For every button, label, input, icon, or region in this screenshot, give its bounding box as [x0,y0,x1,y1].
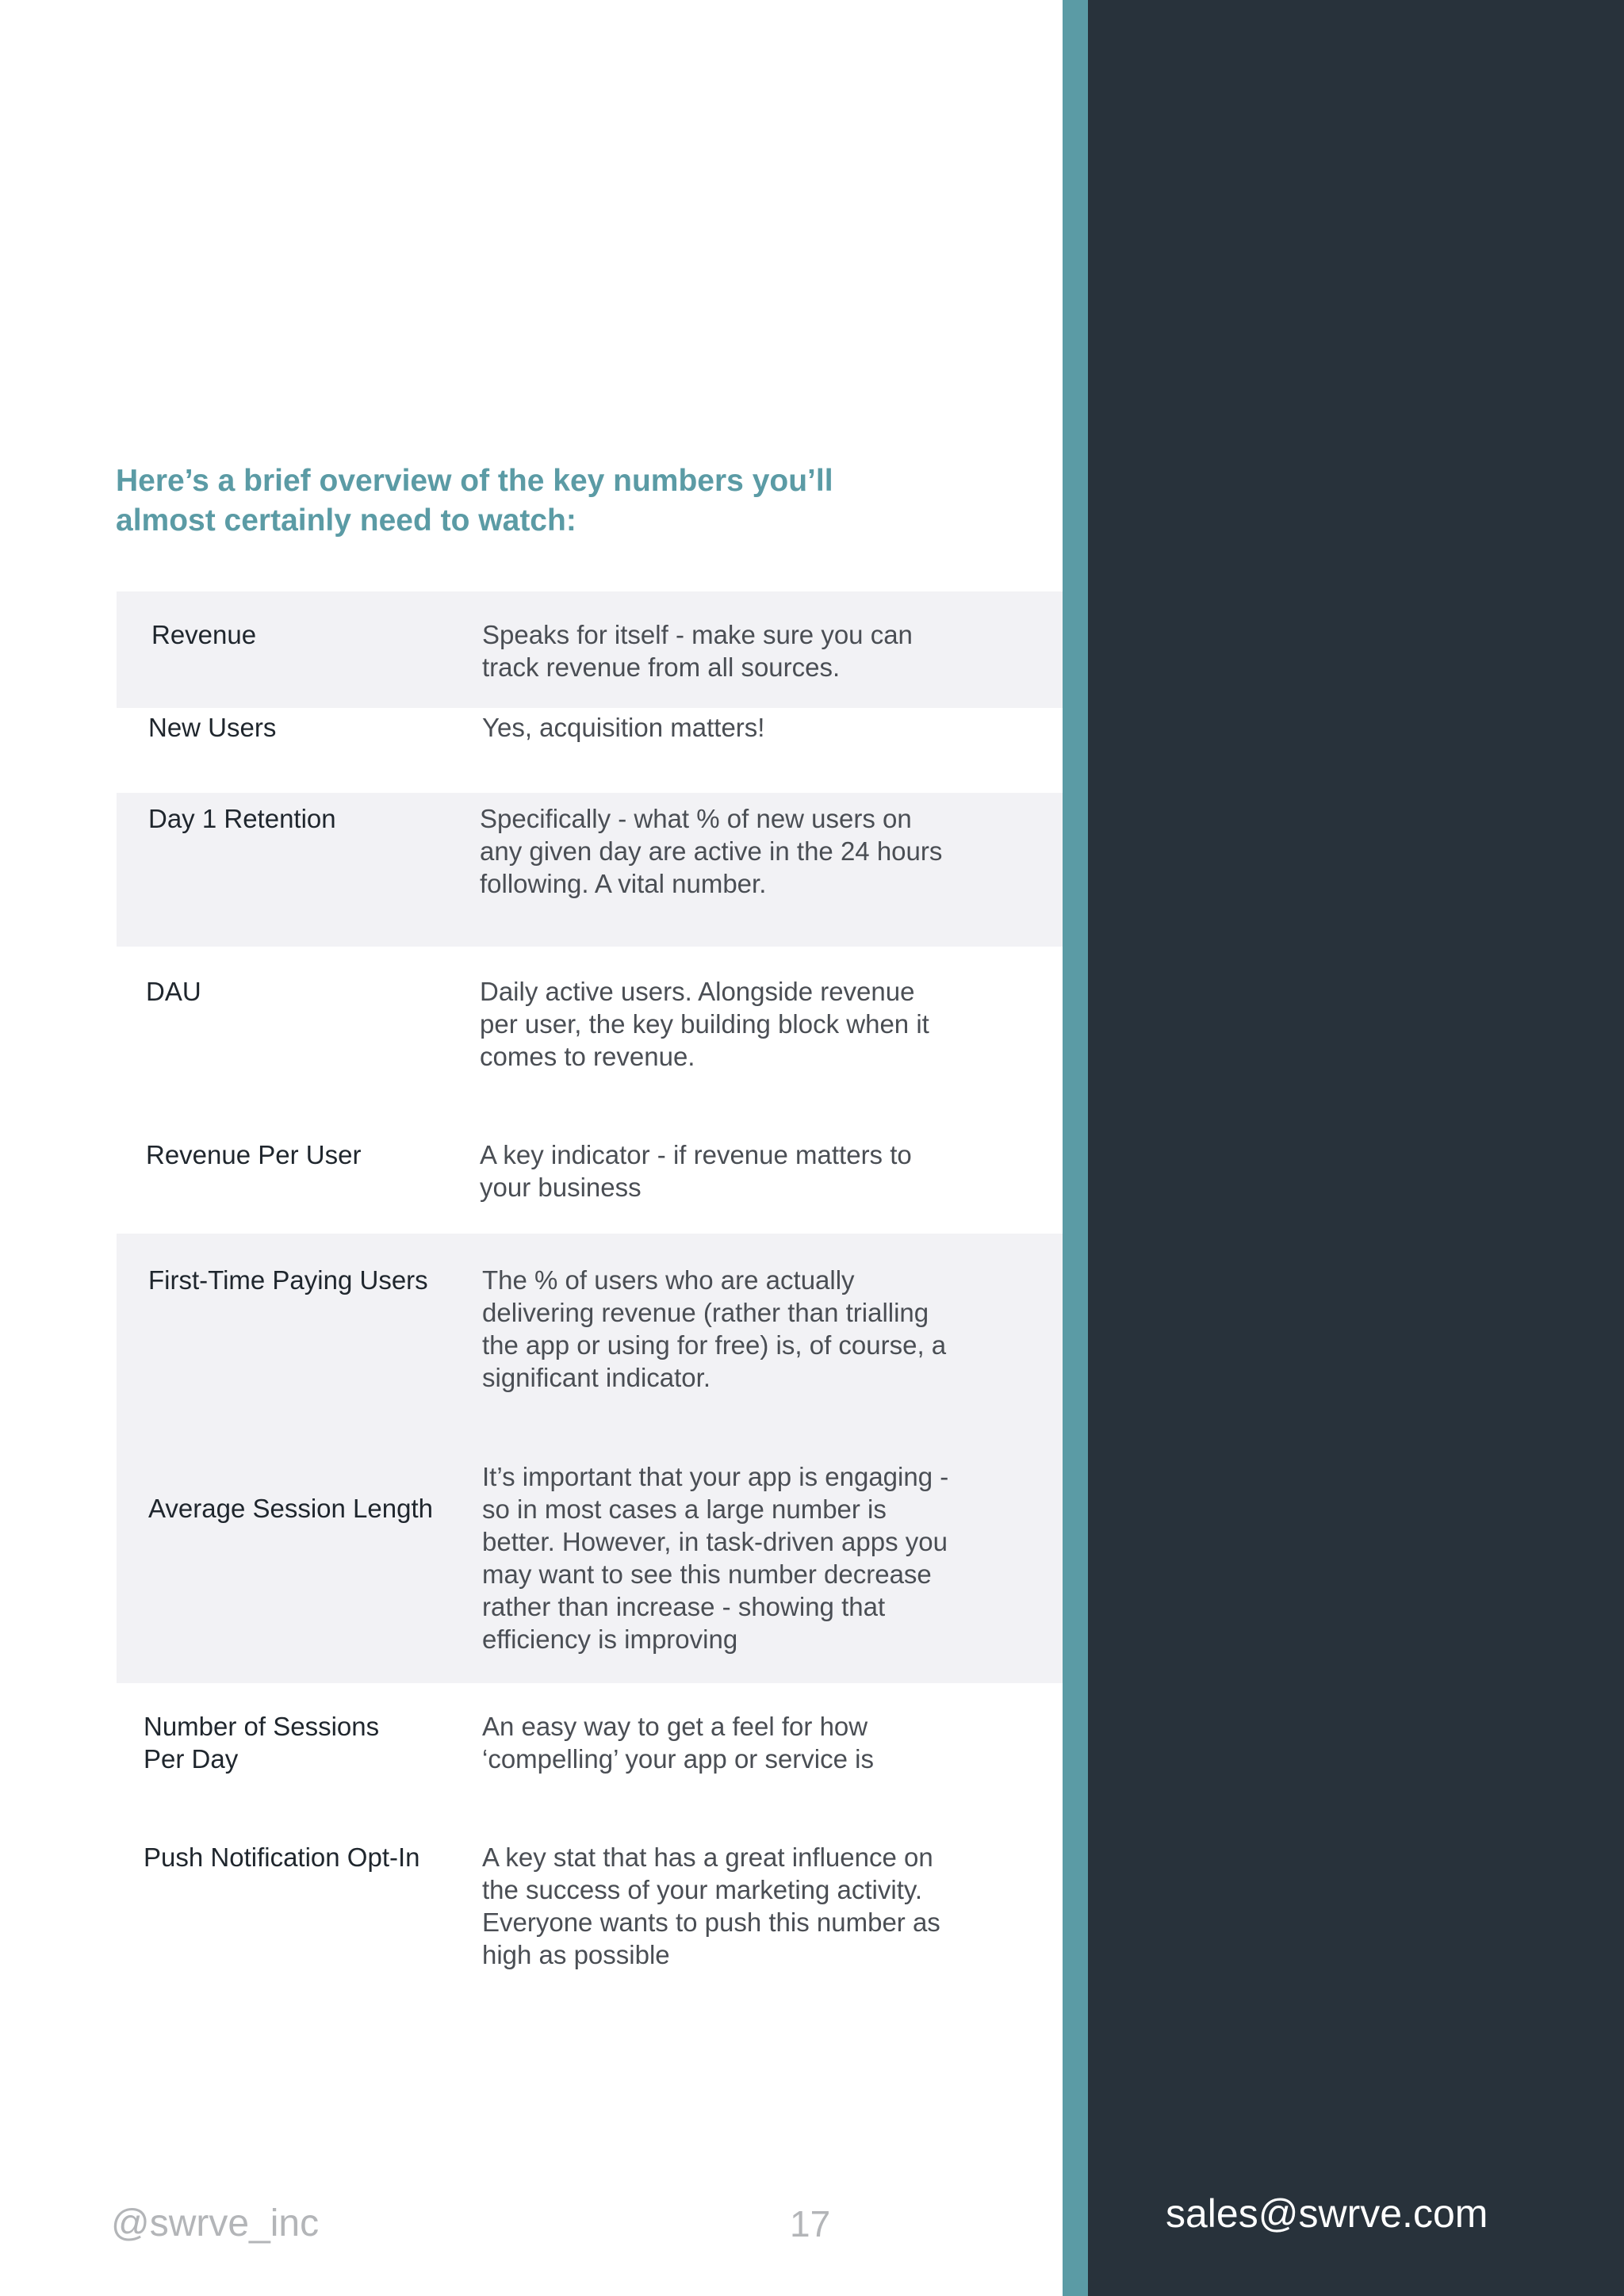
metric-name: DAU [146,977,201,1006]
table-row-dau [117,947,1063,1234]
table-row-sessions [117,1683,1063,2056]
metric-name: Push Notification Opt-In [144,1843,420,1872]
contact-email: sales@swrve.com [1166,2191,1488,2236]
metric-name: Day 1 Retention [148,804,336,833]
metric-name: First-Time Paying Users [148,1265,428,1295]
metric-description: Specifically - what % of new users on any given day are active in the 24 hours following. A vital number. [480,804,943,898]
metric-description: A key indicator - if revenue matters to your business [480,1140,912,1202]
table-row-revenue [117,591,1063,708]
table-row-first-time-paying [117,1234,1063,1683]
metric-name: Revenue [151,620,257,649]
metric-name: Number of Sessions Per Day [144,1712,380,1774]
intro-heading: Here’s a brief overview of the key numbers you’ll almost certainly need to watch: [116,464,833,538]
metric-name: New Users [148,713,277,742]
table-row-day-1-retention [117,793,1063,947]
metric-name: Revenue Per User [146,1140,362,1169]
metric-description: Yes, acquisition matters! [482,713,765,742]
metric-description: Speaks for itself - make sure you can track revenue from all sources. [482,620,913,682]
metric-description: Daily active users. Alongside revenue per user, the key building block when it comes to revenue. [480,977,929,1071]
sidebar-accent-stripe [1063,0,1088,2296]
metric-description: It’s important that your app is engaging - so in most cases a large number is better. However, in task-driven apps you may want to see this number decrease rather than increase - showing that efficiency is improving [482,1462,949,1654]
table-row-new-users [117,708,1063,793]
metric-description: The % of users who are actually delivering revenue (rather than trialling the app or using for free) is, of course, a significant indicator. [482,1265,947,1392]
metric-description: An easy way to get a feel for how ‘compelling’ your app or service is [482,1712,874,1774]
social-handle: @swrve_inc [111,2202,320,2244]
metric-name: Average Session Length [148,1494,433,1523]
page-number: 17 [790,2203,831,2244]
metric-description: A key stat that has a great influence on the success of your marketing activity. Everyone wants to push this number as high as possible [482,1843,940,1969]
metrics-table [117,591,1063,2056]
sidebar-panel [1088,0,1624,2296]
